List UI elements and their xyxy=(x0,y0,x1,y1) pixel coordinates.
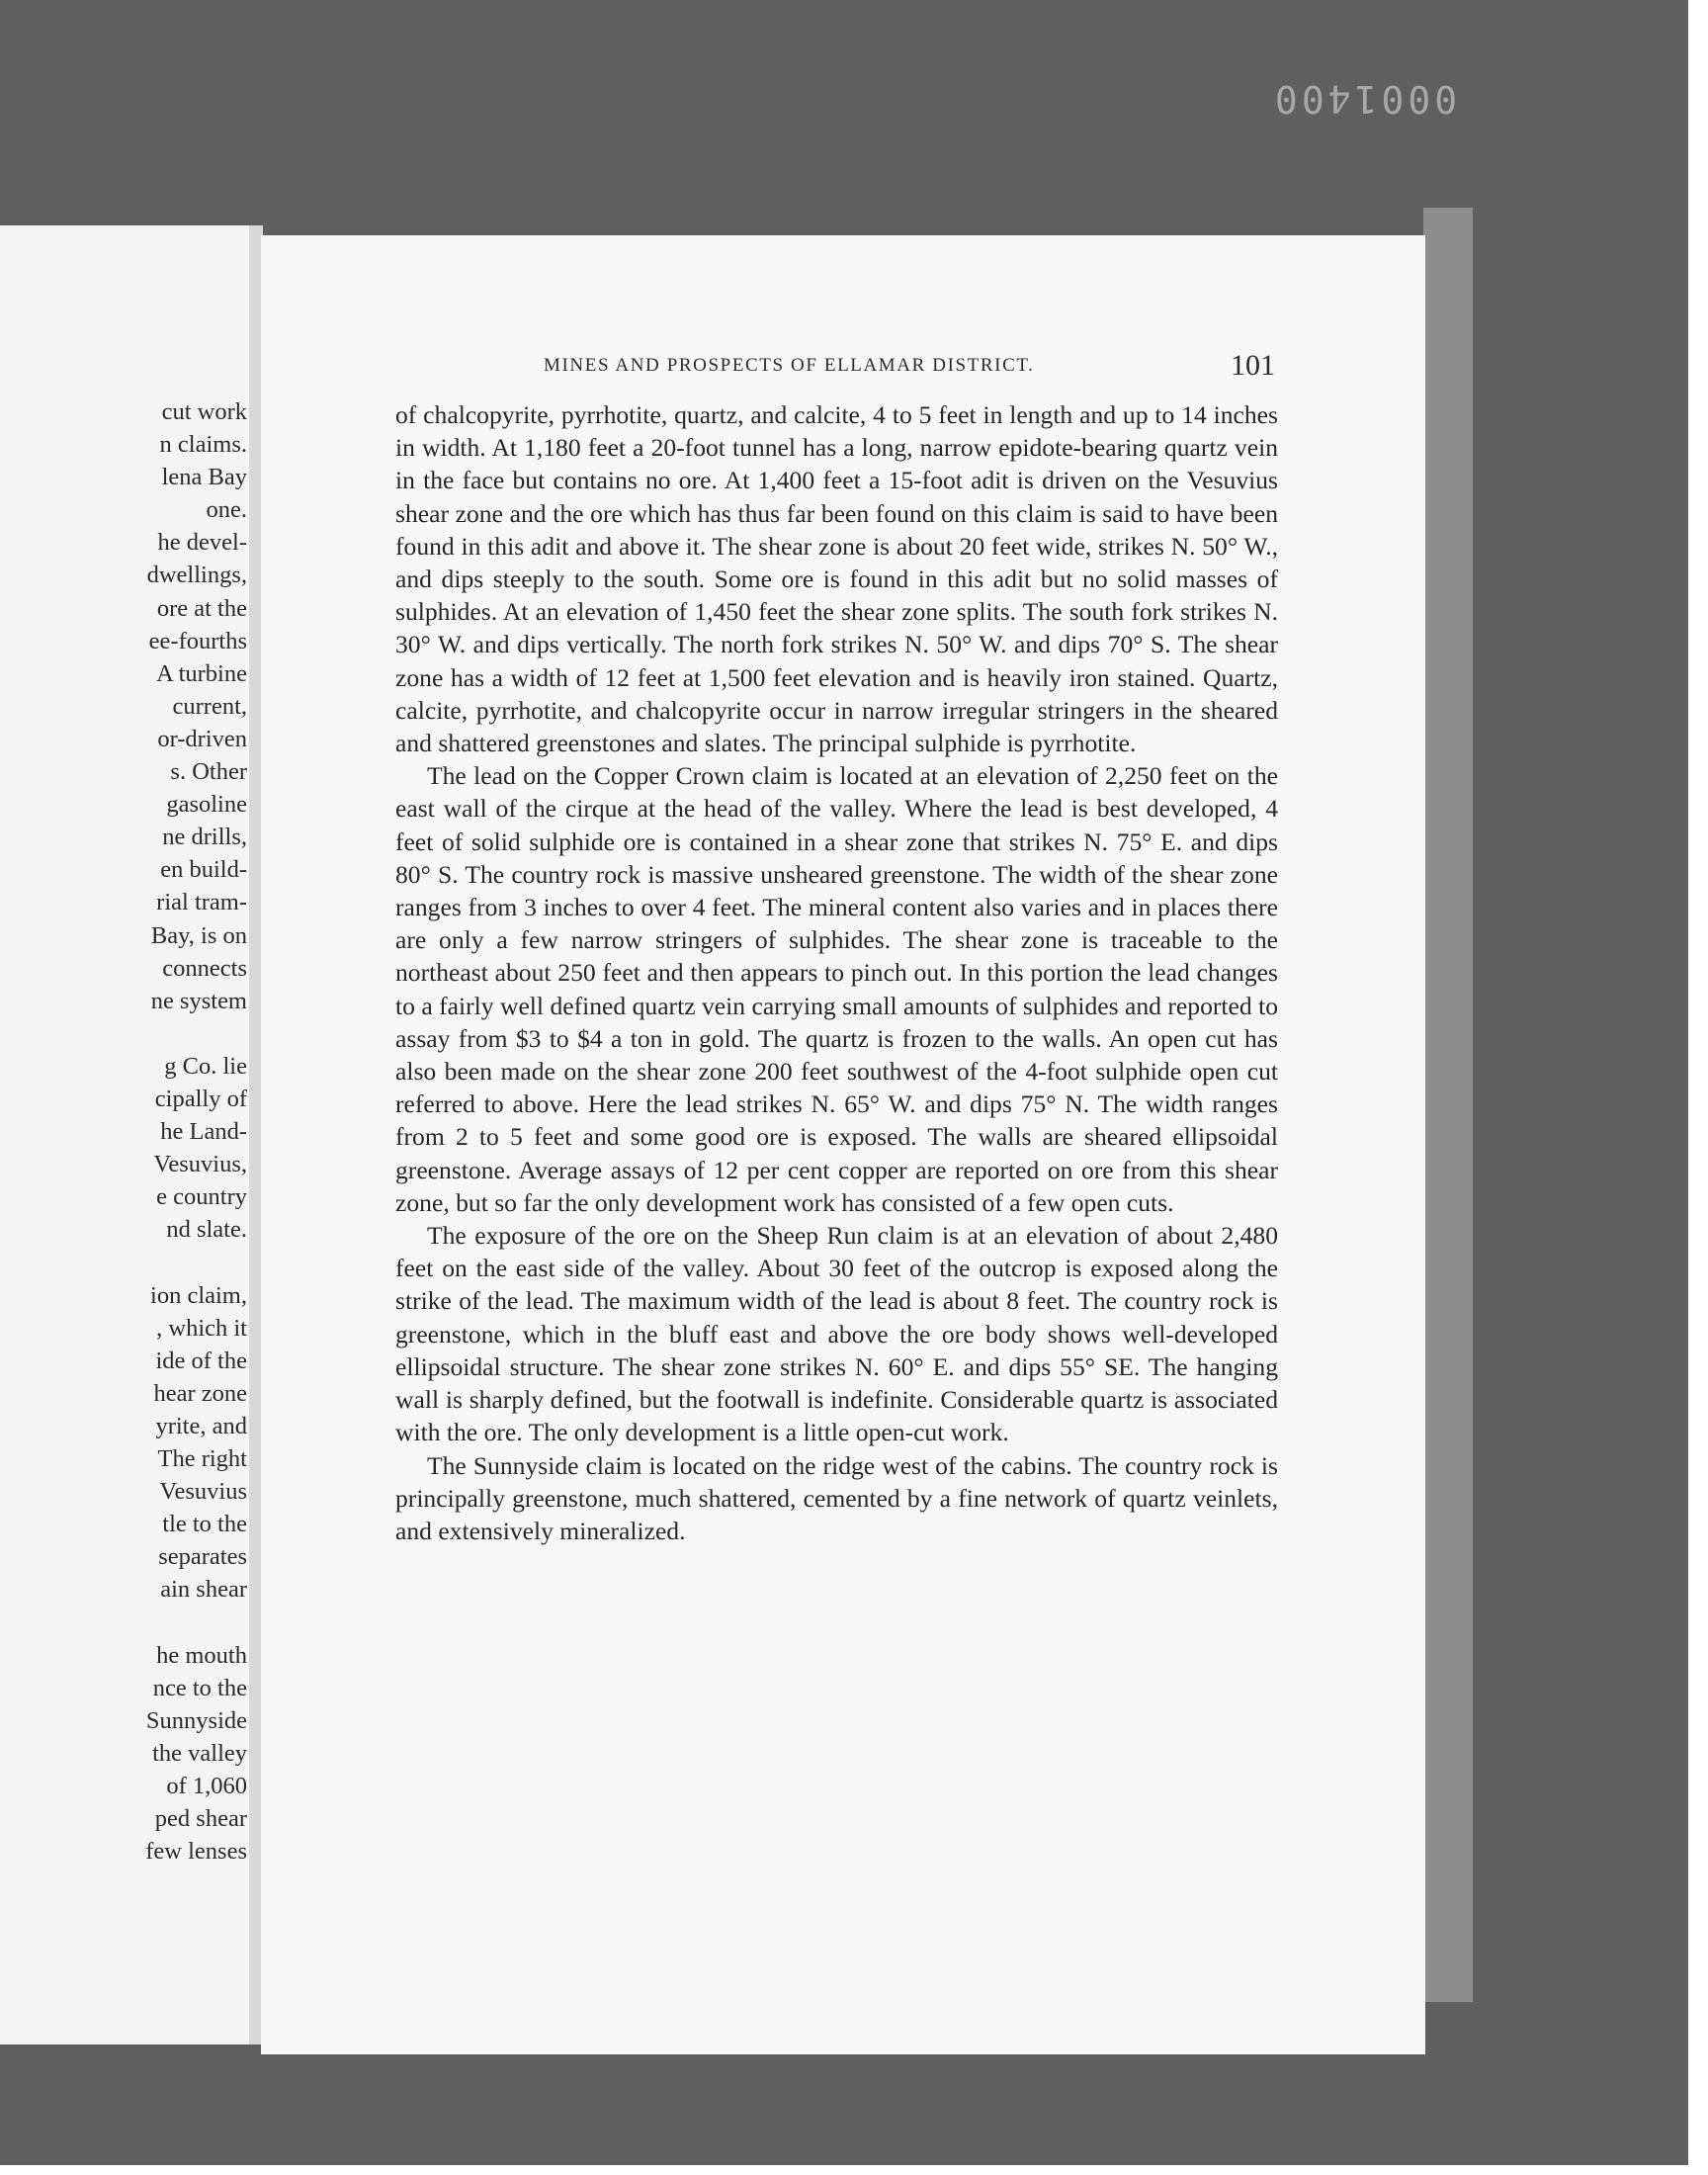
left-fragment-line: connects xyxy=(162,954,247,982)
left-fragment-line: he mouth xyxy=(156,1641,247,1669)
left-fragment-line: yrite, and xyxy=(155,1412,247,1439)
left-fragment-line: rial tram- xyxy=(156,889,247,916)
paragraph-continued: of chalcopyrite, pyrrhotite, quartz, and calcite, 4 to 5 feet in length and up to 14 inches in width. At 1,180 feet a 20-foot tunnel has a long, narrow epidote-bearing quartz vein in the face but contains no ore. At 1,400 feet a 15-foot adit is driven on the Vesuvius shear zone and the ore which has thus far been found on this claim is said to have been found in this adit and above it. The shear zone is about 20 feet wide, strikes N. 50° W., and dips steeply to the south. Some ore is found in this adit but no solid masses of sulphides. At an elevation of 1,450 feet the shear zone splits. The south fork strikes N. 30° W. and dips vertically. The north fork strikes N. 50° W. and dips 70° S. The shear zone has a width of 12 feet at 1,500 feet elevation and is heavily iron stained. Quartz, calcite, pyrrhotite, and chalcopyrite occur in narrow irregular stringers in the sheared and shattered greenstones and slates. The principal sulphide is pyrrhotite. xyxy=(395,400,1278,758)
left-fragment-line: gasoline xyxy=(166,791,247,819)
left-fragment-line: he Land- xyxy=(160,1118,247,1146)
left-fragment-gap xyxy=(0,1017,247,1050)
left-fragment-line: few lenses xyxy=(145,1838,247,1866)
left-fragment-line: e country xyxy=(156,1183,247,1211)
page-number: 101 xyxy=(1231,349,1275,382)
left-fragment-line: A turbine xyxy=(156,659,247,687)
left-fragment-line: tle to the xyxy=(162,1511,247,1538)
left-fragment-line: ore at the xyxy=(156,594,247,622)
left-fragment-gap xyxy=(0,1606,247,1638)
left-fragment-line: nd slate. xyxy=(166,1216,247,1244)
left-fragment-line: cipally of xyxy=(154,1085,247,1112)
left-fragment-line: ion claim, xyxy=(150,1281,247,1309)
left-fragment-line: Vesuvius, xyxy=(153,1151,247,1178)
running-head xyxy=(395,346,1275,386)
left-fragment-line: lena Bay xyxy=(161,464,247,491)
left-fragment-line: s. Other xyxy=(170,758,247,786)
left-fragment-line: or-driven xyxy=(157,725,247,752)
left-fragment-line: current, xyxy=(172,692,247,720)
left-fragment-line: cut work xyxy=(161,398,247,425)
left-fragment-line: nce to the xyxy=(152,1674,247,1701)
paragraph-sheep-run-claim: The exposure of the ore on the Sheep Run claim is at an elevation of about 2,480 feet on the east side of the valley. About 30 feet of the outcrop is exposed along the strike of the lead. The maximum width of the lead is about 8 feet. The country rock is greenstone, which in the bluff east and above the ore body shows well-developed ellipsoidal structure. The shear zone strikes N. 60° E. and dips 55° SE. The hanging wall is sharply defined, but the footwall is indefinite. Considerable quartz is associated with the ore. The only development is a little open-cut work. xyxy=(395,1221,1278,1447)
left-fragment-line: dwellings, xyxy=(146,562,247,589)
left-fragment-line: ne system xyxy=(150,987,247,1014)
left-fragment-line: of 1,060 xyxy=(166,1772,247,1799)
left-fragment-line: Bay, is on xyxy=(150,921,247,949)
archive-stamp-number: 0001400 xyxy=(1270,77,1458,121)
left-fragment-line: hear zone xyxy=(153,1379,247,1407)
body-text xyxy=(395,398,1278,1547)
left-fragment-line: ped shear xyxy=(154,1805,247,1833)
left-fragment-line: en build- xyxy=(160,856,247,884)
left-fragment-line: The right xyxy=(157,1445,247,1472)
left-fragment-line: ne drills, xyxy=(162,824,247,851)
left-fragment-line: separates xyxy=(158,1543,247,1571)
paragraph-copper-crown-claim: The lead on the Copper Crown claim is located at an elevation of 2,250 feet on the east wall of the cirque at the head of the valley. Where the lead is best developed, 4 feet of solid sulphide ore is contained in a shear zone that strikes N. 75° E. and dips 80° S. The country rock is massive unsheared greenstone. The width of the shear zone ranges from 3 inches to over 4 feet. The mineral content also varies and in places there are only a few narrow stringers of sulphides. The shear zone is traceable to the northeast about 250 feet and then appears to pinch out. In this portion the lead changes to a fairly well defined quartz vein carrying small amounts of sulphides and reported to assay from $3 to $4 a ton in gold. The quartz is frozen to the walls. An open cut has also been made on the shear zone 200 feet southwest of the 4-foot sulphide open cut referred to above. Here the lead strikes N. 65° W. and dips 75° N. The width ranges from 2 to 5 feet and some good ore is exposed. The walls are sheared ellipsoidal greenstone. Average assays of 12 per cent copper are reported on ore from this shear zone, but so far the only development work has consisted of a few open cuts. xyxy=(395,761,1278,1217)
left-fragment-line: ee-fourths xyxy=(148,627,247,654)
left-fragment-line: ide of the xyxy=(155,1347,247,1374)
left-fragment-line: Vesuvius xyxy=(159,1478,247,1506)
paragraph-sunnyside-claim: The Sunnyside claim is located on the ridge west of the cabins. The country rock is principally greenstone, much shattered, cemented by a fine network of quartz veinlets, and extensively mineralized. xyxy=(395,1450,1278,1545)
page-stack-edge xyxy=(1423,208,1473,2002)
left-fragment-line: ain shear xyxy=(160,1576,247,1604)
running-head-title: MINES AND PROSPECTS OF ELLAMAR DISTRICT. xyxy=(544,355,1035,376)
left-fragment-line: he devel- xyxy=(157,529,247,557)
left-fragment-line: one. xyxy=(206,496,247,524)
left-fragment-line: Sunnyside xyxy=(145,1706,247,1734)
left-fragment-gap xyxy=(0,1246,247,1278)
left-fragment-line: n claims. xyxy=(159,431,247,459)
left-fragment-line: , which it xyxy=(156,1314,247,1342)
left-fragment-line: g Co. lie xyxy=(164,1052,247,1080)
left-page-text-fragments xyxy=(0,395,247,1868)
left-fragment-line: the valley xyxy=(152,1739,247,1767)
